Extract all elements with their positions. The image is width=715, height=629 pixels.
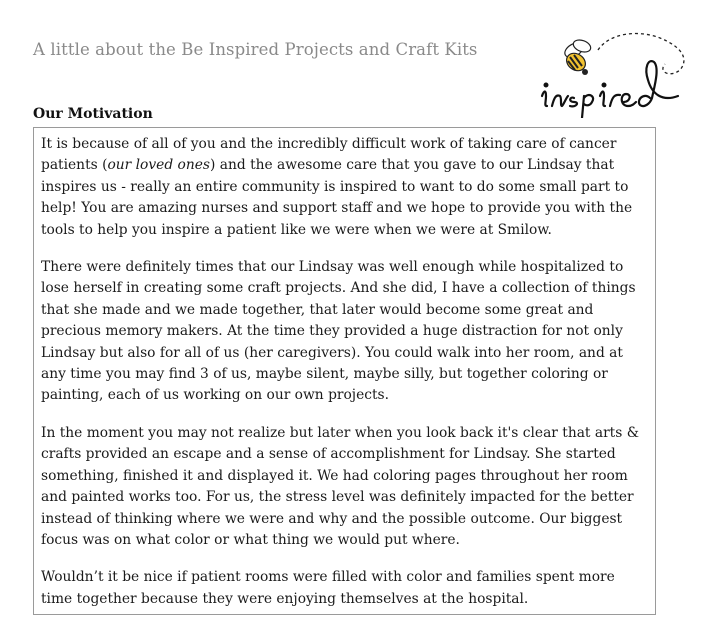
paragraph-3: In the moment you may not realize but later when you look back it's clear that arts & crafts provided an escape and a sense of accomplishment for Lindsay. She started something, finished it and displayed it. We had coloring pages throughout her room and painted works too. For us, the stress level was definitely impacted for the better instead of thinking where we were and why and the possible outcome. Our biggest focus was on what color or what thing we would put where. (41, 424, 639, 548)
inspired-script-icon (542, 61, 678, 118)
paragraph-2: There were definitely times that our Lindsay was well enough while hospitalized to lose herself in creating some craft projects. And she did, I have a collection of things that she made and we made together, that later would become some great and precious memory makers. At the time they provided a huge distraction for not only Lindsay but also for all of us (her caregivers). You could walk into her room, and at any time you may find 3 of us, maybe silent, maybe silly, but together coloring or painting, each of us working on our own projects. (41, 259, 636, 404)
section-heading: Our Motivation (33, 106, 153, 122)
paragraph-4: Wouldn’t it be nice if patient rooms were filled with color and families spent more time together because they were enjoying themselves at the hospital. (41, 569, 615, 607)
inspired-logo (530, 28, 710, 118)
bee-icon (562, 38, 592, 75)
paragraph-1-emphasis: our loved ones (107, 157, 210, 174)
paragraph-1-text-end: ) and the awesome care that you gave to our Lindsay that inspires us - really an entire community is inspired to want to do some small part to help! You are amazing nurses and support staff and we hope to provide you with the tools to help you inspire a patient like we were when we were at Smilow. (41, 157, 633, 238)
paragraph-1 (41, 134, 649, 241)
flight-path-icon (598, 34, 684, 74)
content-box (33, 127, 656, 615)
page-title: A little about the Be Inspired Projects and Craft Kits (33, 40, 478, 59)
paragraph-1-text-start: It is because of all of you and the incredibly difficult work of taking care of cancer patients ( (41, 136, 617, 174)
